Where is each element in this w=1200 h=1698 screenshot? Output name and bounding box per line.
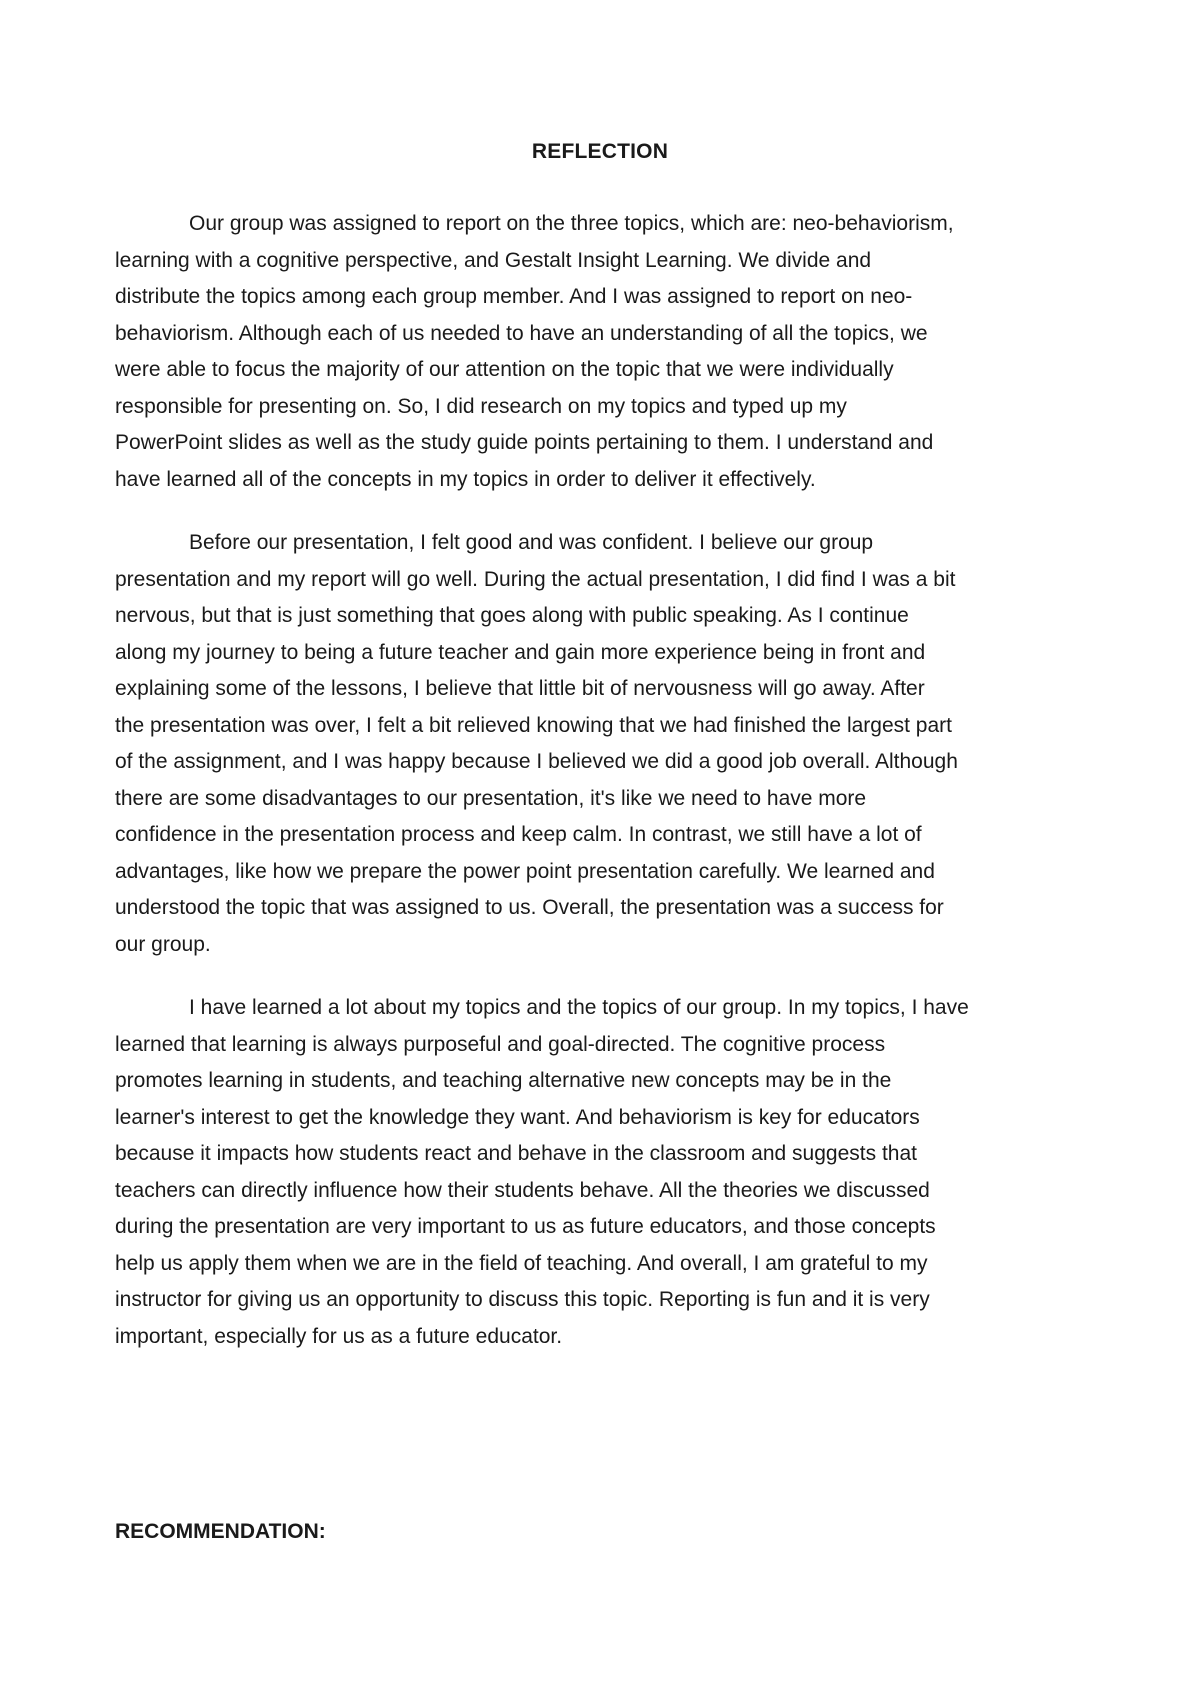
- paragraph-line: help us apply them when we are in the field of teaching. And overall, I am grateful to my: [115, 1251, 928, 1275]
- paragraph-line: teachers can directly influence how their students behave. All the theories we discussed: [115, 1178, 930, 1202]
- paragraph-3: [115, 990, 1095, 1355]
- paragraph-line: advantages, like how we prepare the power point presentation carefully. We learned and: [115, 859, 935, 883]
- paragraph-line: confidence in the presentation process and keep calm. In contrast, we still have a lot of: [115, 823, 922, 846]
- paragraph-line: promotes learning in students, and teaching alternative new concepts may be in the: [115, 1069, 892, 1092]
- paragraph-line: I have learned a lot about my topics and the topics of our group. In my topics, I have: [189, 996, 969, 1019]
- paragraph-line: understood the topic that was assigned to us. Overall, the presentation was a success for: [115, 896, 944, 919]
- paragraph-line: were able to focus the majority of our attention on the topic that we were individually: [115, 358, 894, 381]
- paragraph-line: learned that learning is always purposeful and goal-directed. The cognitive process: [115, 1032, 886, 1056]
- paragraph-line: the presentation was over, I felt a bit relieved knowing that we had finished the largest part: [115, 713, 952, 737]
- section-heading-recommendation: RECOMMENDATION:: [115, 1520, 326, 1543]
- paragraph-line: nervous, but that is just something that goes along with public speaking. As I continue: [115, 604, 909, 627]
- paragraph-line: important, especially for us as a future educator.: [115, 1324, 563, 1348]
- paragraph-line: learner's interest to get the knowledge they want. And behaviorism is key for educators: [115, 1105, 920, 1129]
- paragraph-line: explaining some of the lessons, I believe that little bit of nervousness will go away. After: [115, 677, 925, 700]
- paragraph-line: there are some disadvantages to our presentation, it's like we need to have more: [115, 786, 867, 810]
- paragraph-line: of the assignment, and I was happy because I believed we did a good job overall. Although: [115, 750, 958, 773]
- paragraph-line: our group.: [115, 932, 211, 956]
- paragraph-line: Before our presentation, I felt good and was confident. I believe our group: [189, 531, 874, 554]
- paragraph-line: along my journey to being a future teacher and gain more experience being in front and: [115, 640, 926, 664]
- paragraph-line: presentation and my report will go well. During the actual presentation, I did find I was a bit: [115, 567, 956, 591]
- paragraph-line: during the presentation are very important to us as future educators, and those concepts: [115, 1215, 936, 1238]
- paragraph-1: [115, 206, 1095, 498]
- paragraph-line: behaviorism. Although each of us needed to have an understanding of all the topics, we: [115, 321, 928, 345]
- paragraph-line: responsible for presenting on. So, I did research on my topics and typed up my: [115, 394, 847, 418]
- paragraph-line: PowerPoint slides as well as the study guide points pertaining to them. I understand and: [115, 431, 934, 454]
- paragraph-line: instructor for giving us an opportunity to discuss this topic. Reporting is fun and it is very: [115, 1288, 930, 1311]
- paragraph-line: distribute the topics among each group member. And I was assigned to report on neo-: [115, 285, 913, 308]
- document-body: [115, 206, 1095, 1382]
- page-title: REFLECTION: [531, 140, 669, 163]
- paragraph-line: Our group was assigned to report on the three topics, which are: neo-behaviorism,: [189, 212, 954, 235]
- paragraph-line: learning with a cognitive perspective, and Gestalt Insight Learning. We divide and: [115, 248, 872, 272]
- paragraph-line: have learned all of the concepts in my topics in order to deliver it effectively.: [115, 467, 816, 491]
- paragraph-2: [115, 525, 1095, 963]
- paragraph-line: because it impacts how students react and behave in the classroom and suggests that: [115, 1142, 917, 1165]
